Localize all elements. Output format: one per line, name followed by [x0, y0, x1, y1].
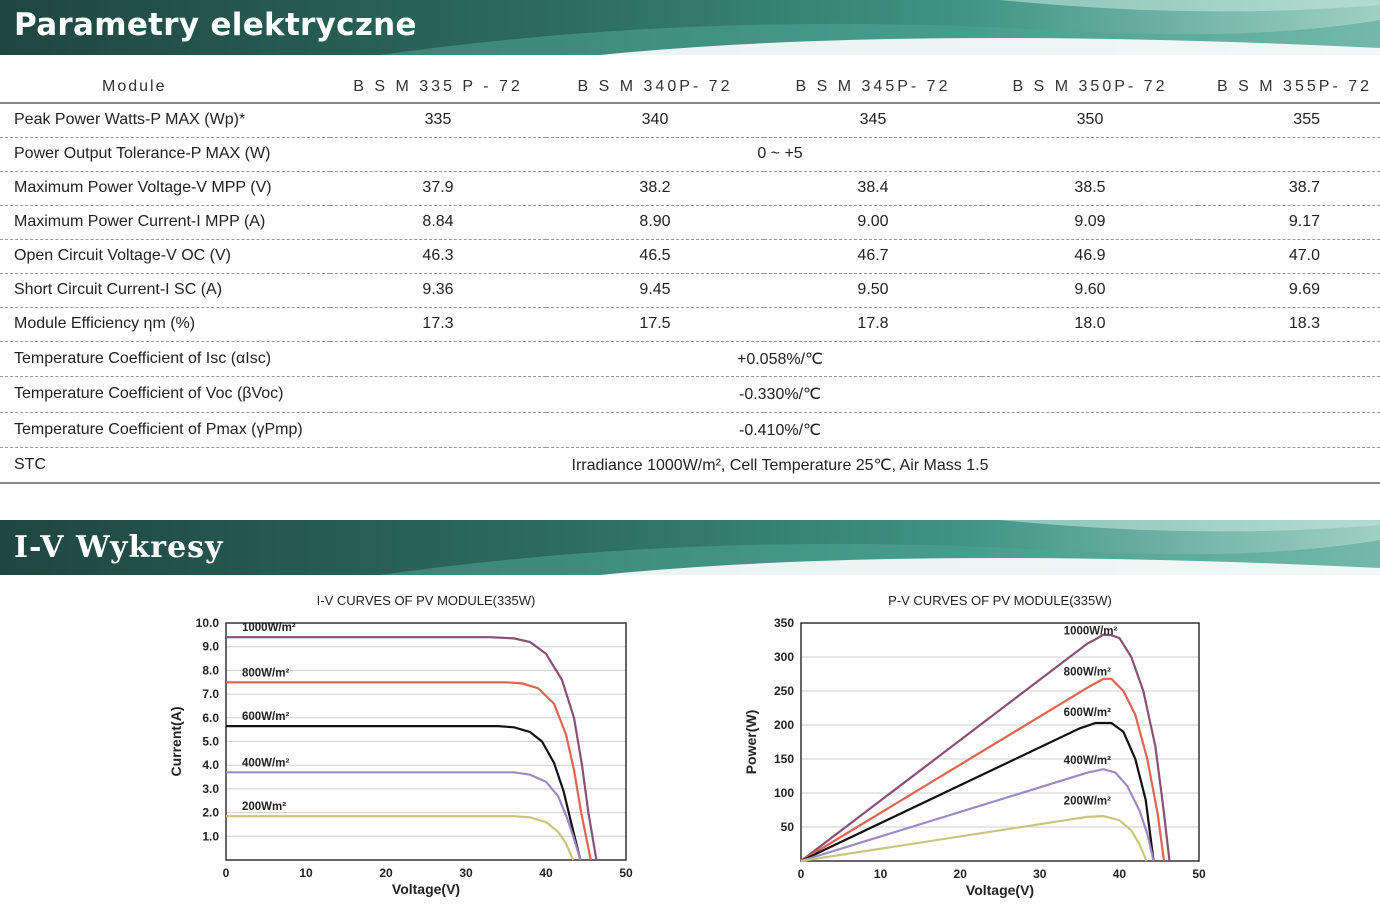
y-tick-label: 150 — [773, 752, 794, 766]
series-label: 800W/m² — [1063, 666, 1111, 679]
x-tick-label: 0 — [222, 866, 230, 880]
cell-value: 345 — [859, 111, 887, 129]
cell-span-value: Irradiance 1000W/m², Cell Temperature 25℃, Air Mass 1.5 — [571, 457, 989, 474]
x-axis-label: Voltage(V) — [965, 882, 1035, 898]
chart-title: P-V CURVES OF PV MODULE(335W) — [888, 593, 1112, 608]
x-tick-label: 50 — [1192, 867, 1206, 881]
cell-value: 9.60 — [1074, 281, 1106, 298]
table-row — [0, 103, 1380, 137]
y-tick-label: 4.0 — [202, 758, 219, 773]
iv-curves-chart — [160, 588, 660, 906]
y-axis-label: Current(A) — [168, 706, 184, 777]
cell-value: 9.00 — [857, 213, 889, 230]
x-tick-label: 10 — [299, 866, 313, 880]
pv-curves-chart — [735, 588, 1235, 906]
cell-value: 17.3 — [422, 315, 454, 332]
cell-value: 46.3 — [422, 247, 454, 264]
x-axis-label: Voltage(V) — [391, 881, 461, 897]
y-tick-label: 1.0 — [202, 829, 219, 844]
table-row — [0, 307, 1380, 341]
series-label: 1000W/m² — [1063, 625, 1118, 638]
series-line — [226, 726, 580, 860]
cell-value: 355 — [1293, 111, 1320, 129]
cell-value: 38.4 — [857, 179, 889, 196]
series-line — [226, 682, 591, 860]
cell-value: 38.2 — [639, 179, 671, 196]
cell-span-value: -0.330%/℃ — [738, 386, 821, 404]
table-row — [0, 412, 1380, 448]
y-tick-label: 250 — [773, 684, 794, 698]
x-tick-label: 10 — [873, 867, 888, 881]
cell-value: 46.5 — [639, 247, 671, 264]
row-label: Short Circuit Current-I SC (A) — [14, 281, 223, 298]
series-label: 400W/m² — [1063, 754, 1111, 767]
row-label: Temperature Coefficient of Voc (βVoc) — [14, 385, 284, 403]
table-row — [0, 377, 1380, 413]
header-model: B S M 345P- 72 — [795, 78, 951, 95]
y-tick-label: 2.0 — [202, 805, 219, 820]
cell-value: 17.8 — [857, 315, 889, 332]
y-tick-label: 300 — [773, 650, 794, 664]
row-label: Temperature Coefficient of Pmax (γPmp) — [14, 420, 303, 438]
y-tick-label: 7.0 — [202, 687, 219, 702]
x-tick-label: 20 — [953, 867, 967, 881]
cell-value: 17.5 — [639, 315, 671, 332]
cell-value: 46.7 — [857, 247, 889, 264]
cell-value: 9.69 — [1288, 281, 1320, 298]
row-label: Maximum Power Current-I MPP (A) — [14, 213, 266, 230]
cell-value: 340 — [641, 111, 669, 129]
cell-value: 46.9 — [1074, 247, 1106, 264]
chart-title: I-V CURVES OF PV MODULE(335W) — [316, 593, 536, 608]
x-tick-label: 20 — [379, 866, 393, 880]
row-label: Maximum Power Voltage-V MPP (V) — [14, 179, 272, 196]
y-tick-label: 5.0 — [202, 734, 219, 749]
table-header-row — [0, 72, 1380, 103]
table-row — [0, 137, 1380, 171]
series-label: 600W/m² — [242, 711, 290, 724]
cell-value: 8.84 — [422, 213, 454, 230]
series-line — [801, 723, 1154, 861]
y-tick-label: 3.0 — [202, 781, 219, 796]
header-model: B S M 340P- 72 — [577, 78, 733, 95]
y-tick-label: 200 — [773, 718, 794, 732]
cell-value: 9.17 — [1288, 213, 1320, 230]
iv-chart-svg — [160, 588, 660, 901]
table-row — [0, 341, 1380, 377]
table-row — [0, 448, 1380, 484]
y-tick-label: 350 — [773, 616, 794, 630]
cell-value: 350 — [1076, 111, 1104, 129]
row-label: Peak Power Watts-P MAX (Wp)* — [14, 111, 246, 129]
cell-value: 38.5 — [1074, 179, 1106, 196]
cell-span-value: +0.058%/℃ — [736, 350, 824, 368]
series-line — [801, 769, 1154, 861]
row-label: STC — [14, 456, 46, 473]
table-row — [0, 273, 1380, 307]
x-tick-label: 40 — [539, 866, 553, 880]
y-tick-label: 50 — [780, 820, 794, 834]
x-tick-label: 30 — [459, 866, 473, 880]
cell-value: 335 — [424, 111, 452, 129]
series-label: 200W/m² — [1063, 795, 1111, 808]
x-tick-label: 0 — [797, 867, 805, 881]
y-axis-label: Power(W) — [743, 709, 759, 775]
series-label: 800W/m² — [242, 667, 290, 680]
series-label: 200Wm² — [242, 801, 287, 814]
electrical-parameters-table — [0, 72, 1380, 484]
header-model: B S M 335 P - 72 — [353, 78, 523, 95]
cell-value: 9.45 — [639, 281, 671, 298]
table-row — [0, 239, 1380, 273]
table-row — [0, 171, 1380, 205]
section-title: Parametry elektryczne — [14, 7, 417, 43]
y-tick-label: 6.0 — [202, 710, 219, 725]
cell-value: 9.09 — [1074, 213, 1106, 230]
header-model: B S M 355P- 72 — [1217, 78, 1372, 95]
section-banner-wykresy — [0, 520, 1380, 575]
series-label: 600W/m² — [1063, 707, 1111, 720]
cell-value: 38.7 — [1288, 179, 1320, 196]
x-tick-label: 40 — [1112, 867, 1127, 881]
header-module: Module — [102, 78, 167, 95]
y-tick-label: 10.0 — [195, 616, 219, 630]
cell-span-value: -0.410%/℃ — [738, 421, 821, 439]
row-label: Open Circuit Voltage-V OC (V) — [14, 247, 231, 264]
cell-value: 47.0 — [1288, 247, 1320, 264]
y-tick-label: 8.0 — [202, 663, 219, 678]
cell-value: 8.90 — [639, 213, 671, 230]
pv-chart-svg — [735, 588, 1235, 901]
row-label: Power Output Tolerance-P MAX (W) — [14, 145, 271, 162]
header-model: B S M 350P- 72 — [1012, 78, 1168, 95]
cell-span-value: 0 ~ +5 — [757, 145, 803, 162]
x-tick-label: 30 — [1033, 867, 1047, 881]
cell-value: 18.0 — [1074, 315, 1106, 332]
x-tick-label: 50 — [619, 866, 633, 880]
row-label: Module Efficiency ηm (%) — [14, 315, 196, 332]
section-title: I-V Wykresy — [14, 530, 224, 565]
cell-value: 18.3 — [1288, 315, 1320, 332]
y-tick-label: 100 — [773, 786, 794, 800]
table-row — [0, 205, 1380, 239]
series-label: 400W/m² — [242, 757, 290, 770]
cell-value: 37.9 — [422, 179, 454, 196]
row-label: Temperature Coefficient of Isc (αIsc) — [14, 349, 272, 367]
section-banner-parametry — [0, 0, 1380, 55]
cell-value: 9.50 — [857, 281, 889, 298]
y-tick-label: 9.0 — [202, 639, 219, 654]
series-label: 1000W/m² — [242, 622, 296, 635]
series-line — [226, 816, 573, 860]
cell-value: 9.36 — [422, 281, 454, 298]
